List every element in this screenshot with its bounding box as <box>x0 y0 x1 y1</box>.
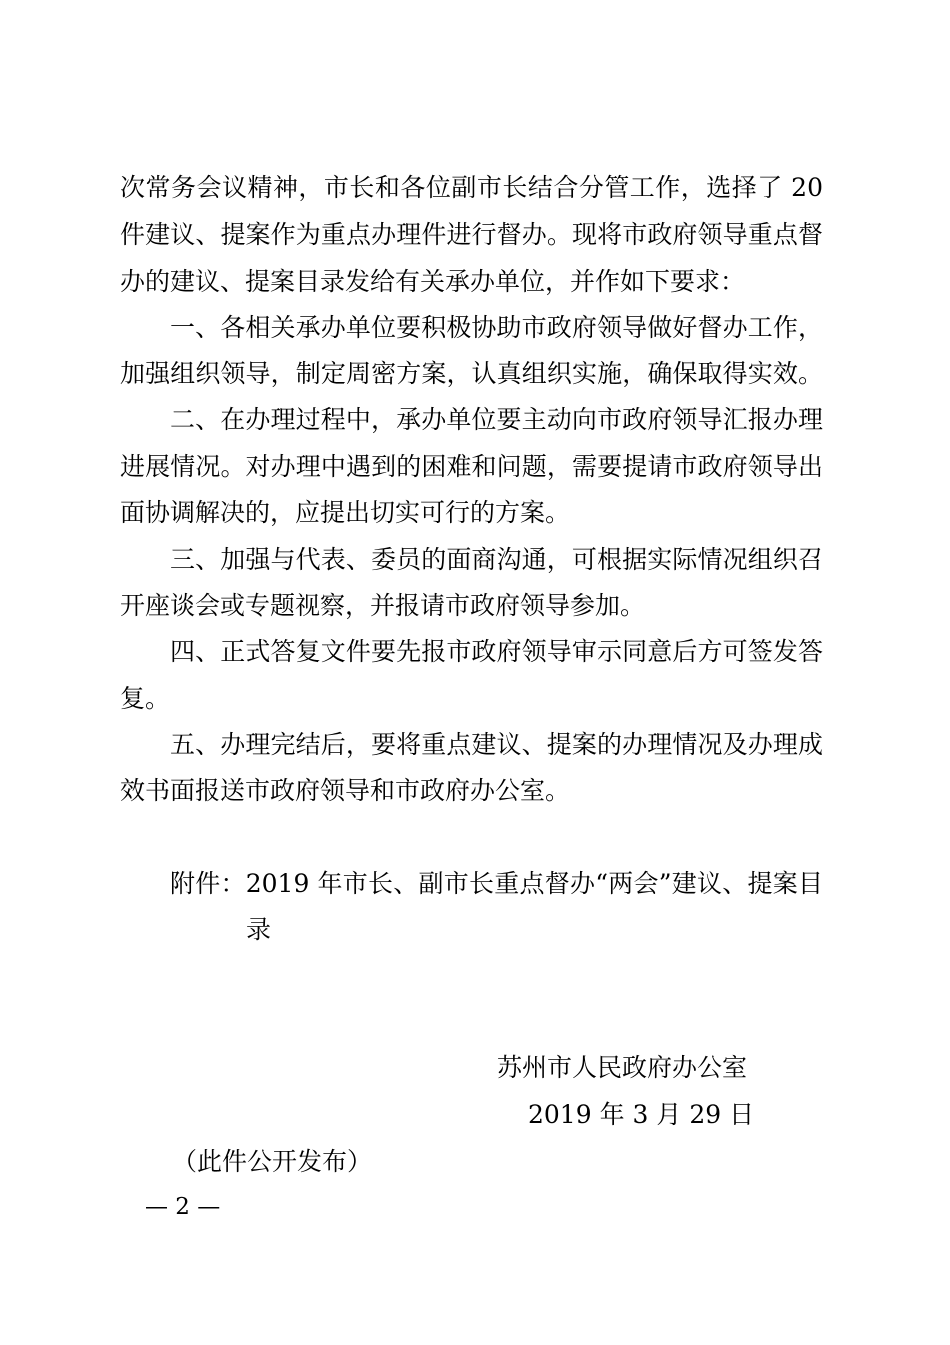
issuer-name: 苏州市人民政府办公室 <box>497 1053 748 1082</box>
requirement-4-line-1: 四、正式答复文件要先报市政府领导审示同意后方可签发答 <box>170 637 823 666</box>
intro-line-3: 办的建议、提案目录发给有关承办单位，并作如下要求： <box>120 267 746 296</box>
requirement-1-line-2: 加强组织领导，制定周密方案，认真组织实施，确保取得实效。 <box>120 359 823 388</box>
requirement-2-line-1: 二、在办理过程中，承办单位要主动向市政府领导汇报办理 <box>170 405 823 434</box>
requirement-4-line-2: 复。 <box>120 684 171 713</box>
intro-line-1: 次常务会议精神，市长和各位副市长结合分管工作，选择了 20 <box>120 173 823 202</box>
requirement-2-line-2: 进展情况。对办理中遇到的困难和问题，需要提请市政府领导出 <box>120 452 823 481</box>
requirement-2-line-3: 面协调解决的，应提出切实可行的方案。 <box>120 498 571 527</box>
intro-line-2: 件建议、提案作为重点办理件进行督办。现将市政府领导重点督 <box>120 220 823 249</box>
page-number: — 2 — <box>145 1194 221 1220</box>
requirement-5-line-1: 五、办理完结后，要将重点建议、提案的办理情况及办理成 <box>170 730 823 759</box>
attachment-line-2: 录 <box>246 915 272 944</box>
requirement-5-line-2: 效书面报送市政府领导和市政府办公室。 <box>120 776 571 805</box>
publication-note: （此件公开发布） <box>172 1147 373 1176</box>
requirement-3-line-2: 开座谈会或专题视察，并报请市政府领导参加。 <box>120 591 646 620</box>
requirement-3-line-1: 三、加强与代表、委员的面商沟通，可根据实际情况组织召 <box>170 545 823 574</box>
requirement-1-line-1: 一、各相关承办单位要积极协助市政府领导做好督办工作， <box>170 313 823 342</box>
attachment-line-1: 附件：2019 年市长、副市长重点督办“两会”建议、提案目 <box>170 869 823 898</box>
issue-date: 2019 年 3 月 29 日 <box>528 1100 755 1129</box>
